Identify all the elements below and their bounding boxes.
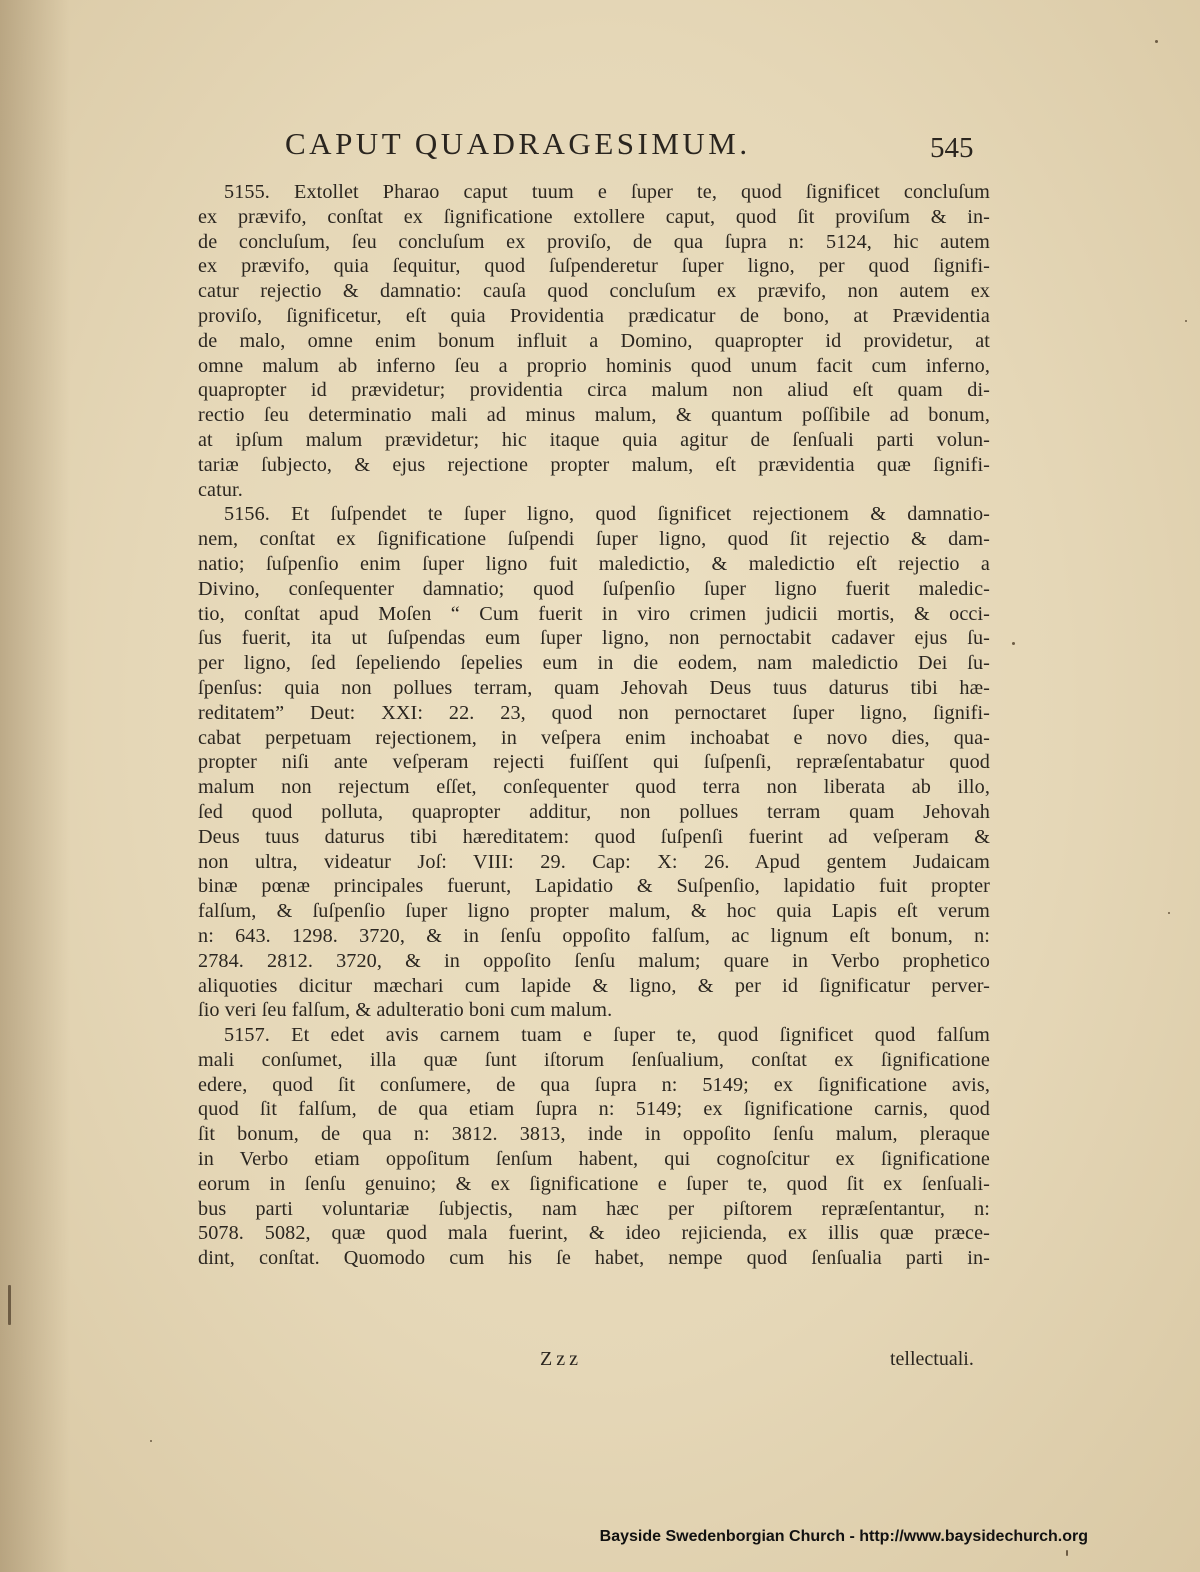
text-line: malum non rejectum eſſet, conſequenter quod terra non liberata ab illo,	[198, 776, 990, 799]
text-line: quod ſit falſum, de qua etiam ſupra n: 5149; ex ſignificatione carnis, quod	[198, 1098, 990, 1121]
text-line: per ligno, ſed ſepeliendo ſepelies eum in die eodem, nam maledictio Dei ſu-	[198, 652, 990, 675]
text-line: ſpenſus: quia non pollues terram, quam Jehovah Deus tuus daturus tibi hæ-	[198, 676, 990, 699]
text-line: edere, quod ſit conſumere, de qua ſupra n: 5149; ex ſignificatione avis,	[198, 1073, 990, 1096]
text-line: binæ pœnæ principales fuerunt, Lapidatio & Suſpenſio, lapidatio fuit propter	[198, 875, 990, 898]
text-line: ex prævifo, conſtat ex ſignificatione extollere caput, quod ſit proviſum & in-	[198, 205, 990, 228]
text-line: omne malum ab inferno ſeu a proprio hominis quod unum facit cum inferno,	[198, 354, 990, 377]
page-number: 545	[930, 132, 974, 164]
text-line: ſio veri ſeu falſum, & adulteratio boni cum malum.	[198, 999, 613, 1022]
text-line: ex prævifo, quia ſequitur, quod ſuſpenderetur ſuper ligno, per quod ſignifi-	[198, 255, 990, 278]
text-line: catur.	[198, 478, 243, 501]
text-line: tio, conſtat apud Moſen “ Cum fuerit in viro crimen judicii mortis, & occi-	[198, 602, 990, 625]
text-line: n: 643. 1298. 3720, & in ſenſu oppoſito falſum, ac lignum eſt bonum, n:	[198, 924, 990, 947]
catchword: tellectuali.	[890, 1348, 974, 1370]
text-line: 2784. 2812. 3720, & in oppoſito ſenſu malum; quare in Verbo prophetico	[198, 949, 990, 972]
signature-mark: Zzz	[540, 1348, 582, 1370]
text-line: falſum, & ſuſpenſio ſuper ligno propter malum, & hoc quia Lapis eſt verum	[198, 900, 990, 923]
text-line: Divino, conſequenter damnatio; quod ſuſpenſio ſuper ligno fuerit maledic-	[198, 577, 990, 600]
text-line: natio; ſuſpenſio enim ſuper ligno fuit maledictio, & maledictio eſt rejectio a	[198, 552, 990, 575]
gutter-shadow	[0, 0, 70, 1572]
text-line: bus parti voluntariæ ſubjectis, nam hæc per piſtorem repræſentantur, n:	[198, 1197, 990, 1220]
text-line: non ultra, videatur Joſ: VIII: 29. Cap: X: 26. Apud gentem Judaicam	[198, 850, 990, 873]
text-line: proviſo, ſignificetur, eſt quia Providentia prædicatur de bono, at Prævidentia	[198, 304, 990, 327]
text-line: at ipſum malum prævidetur; hic itaque quia agitur de ſenſuali parti volun-	[198, 428, 990, 451]
running-title: CAPUT QUADRAGESIMUM.	[285, 126, 751, 161]
text-line: rectio ſeu determinatio mali ad minus malum, & quantum poſſibile ad bonum,	[198, 404, 990, 427]
text-line: de malo, omne enim bonum influit a Domino, quapropter id providetur, at	[198, 329, 990, 352]
paragraph-5155	[198, 180, 990, 502]
text-line: 5156. Et ſuſpendet te ſuper ligno, quod ſignificet rejectionem & damnatio-	[224, 503, 990, 526]
text-line: catur rejectio & damnatio: cauſa quod concluſum ex prævifo, non autem ex	[198, 280, 990, 303]
text-line: eorum in ſenſu genuino; & ex ſignificatione e ſuper te, quod ſit ex ſenſuali-	[198, 1172, 990, 1195]
text-line: ſus fuerit, ita ut ſuſpendas eum ſuper ligno, non pernoctabit cadaver ejus ſu-	[198, 627, 990, 650]
text-line: 5157. Et edet avis carnem tuam e ſuper te, quod ſignificet quod falſum	[224, 1024, 990, 1047]
text-line: in Verbo etiam oppoſitum ſenſum habent, qui cognoſcitur ex ſignificatione	[198, 1148, 990, 1171]
paragraph-5157	[198, 1023, 990, 1271]
text-line: ſed quod polluta, quapropter additur, non pollues terram quam Jehovah	[198, 800, 990, 823]
text-line: dint, conſtat. Quomodo cum his ſe habet, nempe quod ſenſualia parti in-	[198, 1247, 990, 1270]
text-line: 5155. Extollet Pharao caput tuum e ſuper te, quod ſignificet concluſum	[224, 181, 990, 203]
body-text	[198, 180, 990, 1271]
text-line: quapropter id prævidetur; providentia circa malum non aliud eſt quam di-	[198, 379, 990, 402]
text-line: mali conſumet, illa quæ ſunt iſtorum ſenſualium, conſtat ex ſignificatione	[198, 1048, 990, 1071]
text-line: reditatem” Deut: XXI: 22. 23, quod non pernoctaret ſuper ligno, ſignifi-	[198, 701, 990, 724]
watermark-bar	[0, 1528, 1200, 1558]
paragraph-5156	[198, 502, 990, 1023]
text-line: nem, conſtat ex ſignificatione ſuſpendi ſuper ligno, quod ſit rejectio & dam-	[198, 528, 990, 551]
text-line: aliquoties dicitur mæchari cum lapide & ligno, & per id ſignificatur perver-	[198, 974, 990, 997]
text-line: ſit bonum, de qua n: 3812. 3813, inde in oppoſito ſenſu malum, pleraque	[198, 1123, 990, 1146]
text-line: tariæ ſubjecto, & ejus rejectione propter malum, eſt prævidentia quæ ſignifi-	[198, 453, 990, 476]
watermark-credit: Bayside Swedenborgian Church - http://www.baysidechurch.org	[599, 1528, 1088, 1545]
text-line: cabat perpetuam rejectionem, in veſpera enim inchoabat e novo dies, qua-	[198, 726, 990, 749]
text-line: de concluſum, ſeu concluſum ex proviſo, de qua ſupra n: 5124, hic autem	[198, 230, 990, 253]
text-line: 5078. 5082, quæ quod mala fuerint, & ideo rejicienda, ex illis quæ præce-	[198, 1222, 990, 1245]
text-line: propter niſi ante veſperam rejecti fuiſſent qui ſuſpenſi, repræſentabatur quod	[198, 751, 990, 774]
text-line: Deus tuus daturus tibi hæreditatem: quod ſuſpenſi fuerint ad veſperam &	[198, 825, 990, 848]
page-header	[285, 126, 1005, 174]
